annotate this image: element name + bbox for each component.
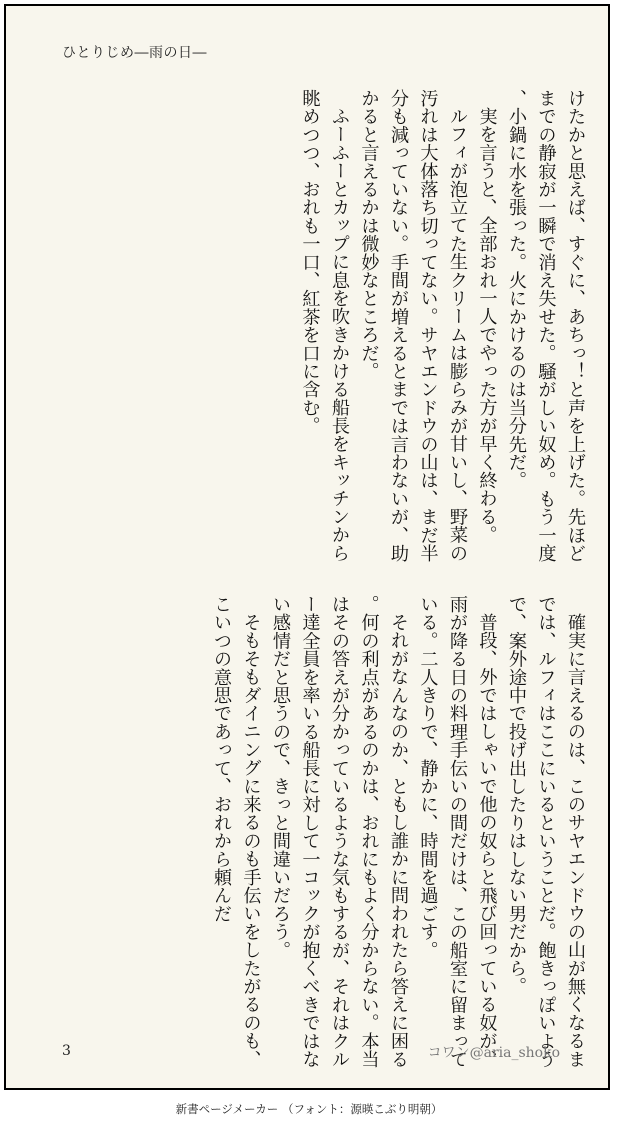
paragraph: 確実に言えるのは、このサヤエンドウの山が無くなるまでは、ルフィはここにいるということだ。飽きっぽいようで、案外途中で投げ出したりはしない男だから。 bbox=[506, 595, 586, 1069]
lower-text-block bbox=[62, 595, 590, 1069]
paragraph: けたかと思えば、すぐに、あちっ！と声を上げた。先ほどまでの静寂が一瞬で消え失せた。騒がしい奴め。もう一度、小鍋に水を張った。火にかけるのは当分先だ。 bbox=[506, 89, 586, 563]
book-page bbox=[4, 4, 610, 1090]
paragraph: 普段、外ではしゃいで他の奴らと飛び回っている奴が、雨が降る日の料理手伝いの間だけは、この船室に留まっている。二人きりで、静かに、時間を過ごす。 bbox=[417, 595, 498, 1069]
generator-caption: 新書ページメーカー （フォント：源暎こぶり明朝） bbox=[175, 1102, 443, 1116]
paragraph: それがなんなのか、ともし誰かに問われたら答えに困る。何の利点があるのかは、おれにもよく分からない。本当はその答えが分かっているような気もするが、それはクルー達全員を率いる船長に対して一コックが抱くべきではない感情だと思うので、きっと間違いだろう。 bbox=[270, 595, 409, 1069]
author-handle: コワン@aria_shoko bbox=[427, 1045, 560, 1061]
paragraph: ルフィが泡立てた生クリームは膨らみが甘いし、野菜の汚れは大体落ち切ってない。サヤエンドウの山は、まだ半分も減っていない。手間が増えるとまでは言わないが、助かると言えるかは微妙なところだ。 bbox=[358, 89, 468, 563]
paragraph: 実を言うと、全部おれ一人でやった方が早く終わる。 bbox=[476, 107, 498, 544]
running-header-title: ひとりじめ―雨の日― bbox=[62, 45, 207, 61]
upper-text-block bbox=[180, 89, 590, 563]
page-number: 3 bbox=[62, 1043, 71, 1059]
paragraph: ふーふーとカップに息を吹きかける船長をキッチンから眺めつつ、おれも一口、紅茶を口に含む。 bbox=[299, 89, 350, 563]
paragraph: そもそもダイニングに来るのも手伝いをしたがるのも、こいつの意思であって、おれから頼んだ bbox=[211, 595, 262, 1069]
